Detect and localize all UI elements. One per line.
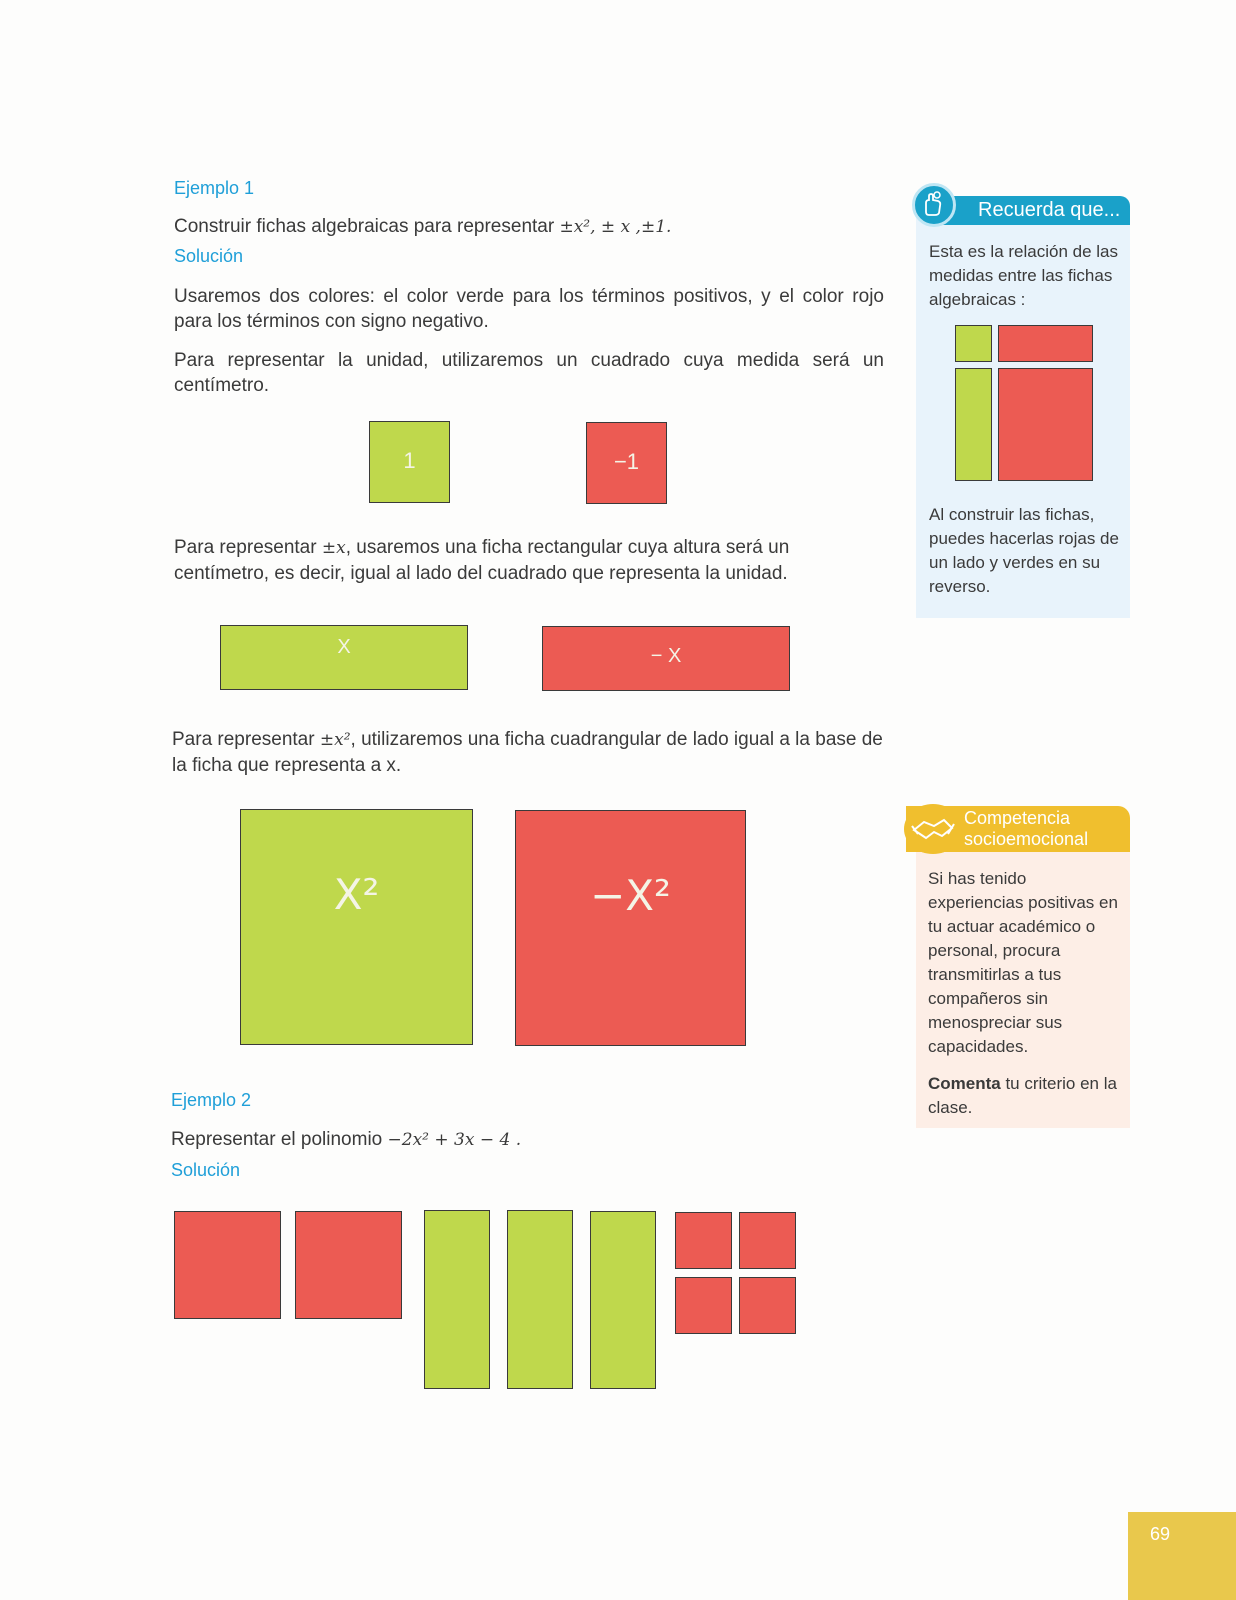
poly-tile-neg-x2-2 [295,1211,402,1319]
competencia-text: Si has tenido experiencias positivas en tu actuar académico o personal, procura transmitirlas a tus compañeros sin menospreciar sus capacidades. [928,869,1118,1056]
paragraph-x-intro: Para representar [174,537,317,558]
paragraph-x2-rest: , utilizaremos una ficha cuadrangular de lado igual a la base de la ficha que representa a x. [172,729,883,776]
relation-tile-x-horizontal [998,325,1093,362]
recuerda-title: Recuerda que... [930,196,1130,225]
paragraph-x2 [172,727,884,778]
relation-tile-x-vertical [955,368,992,481]
competencia-comment-rest: tu criterio en la clase. [928,1074,1117,1117]
paragraph-x2-math: ±x² [319,730,351,750]
competencia-comment-bold: Comenta [928,1074,1001,1093]
poly-tile-neg-unit-2 [739,1212,796,1269]
paragraph-unit: Para representar la unidad, utilizaremos un cuadrado cuya medida será un centímetro. [174,350,884,396]
poly-tile-neg-x2-1 [174,1211,281,1319]
tile-unit-positive-label: 1 [403,448,416,473]
recuerda-text-intro: Esta es la relación de las medidas entre las fichas algebraicas : [929,242,1118,309]
hand-reminder-icon [912,183,956,227]
poly-tile-neg-unit-4 [739,1277,796,1334]
tile-x-positive [220,625,468,690]
paragraph-x-math: ±x [321,538,346,558]
competencia-comment [928,1072,1124,1120]
handshake-icon [904,804,962,854]
tile-x2-negative [515,810,746,1046]
tile-x-negative-label: − X [650,645,682,667]
paragraph-x [174,535,886,586]
tile-x2-positive-label: X² [333,870,380,919]
tile-x-positive-label: X [337,636,351,658]
example-2-statement [171,1127,521,1153]
tile-x-negative [542,626,790,691]
relation-tile-x2 [998,368,1093,481]
example-2-title: Ejemplo 2 [171,1090,252,1110]
example-1-statement-math: ±x², ± x ,±1. [559,217,672,237]
example-2-statement-math: −2x² + 3x − 4 . [387,1130,522,1150]
competencia-title: Competencia socioemocional [906,806,1130,852]
recuerda-text-tip: Al construir las fichas, puedes hacerlas rojas de un lado y verdes en su reverso. [929,505,1119,596]
tile-unit-positive [369,421,450,503]
example-1-title: Ejemplo 1 [174,178,255,198]
example-1-statement [174,214,671,240]
example-2-solution-label: Solución [171,1160,241,1180]
poly-tile-neg-unit-3 [675,1277,732,1334]
example-2-statement-text: Representar el polinomio [171,1129,383,1150]
tile-unit-negative [586,422,667,504]
tile-unit-negative-label: −1 [613,449,640,474]
poly-tile-x-1 [424,1210,490,1389]
example-1-solution-label: Solución [174,246,244,266]
paragraph-x2-intro: Para representar [172,729,315,750]
tile-x2-negative-label: −X² [590,871,671,920]
poly-tile-neg-unit-1 [675,1212,732,1269]
page-number: 69 [1128,1512,1236,1600]
poly-tile-x-2 [507,1210,573,1389]
paragraph-x-rest: , usaremos una ficha rectangular cuya altura será un centímetro, es decir, igual al lado del cuadrado que representa la unidad. [174,537,790,584]
relation-tile-unit [955,325,992,362]
example-1-statement-text: Construir fichas algebraicas para representar [174,216,555,237]
paragraph-colors: Usaremos dos colores: el color verde para los términos positivos, y el color rojo para los términos con signo negativo. [174,286,884,332]
poly-tile-x-3 [590,1211,656,1389]
tile-x2-positive [240,809,473,1045]
